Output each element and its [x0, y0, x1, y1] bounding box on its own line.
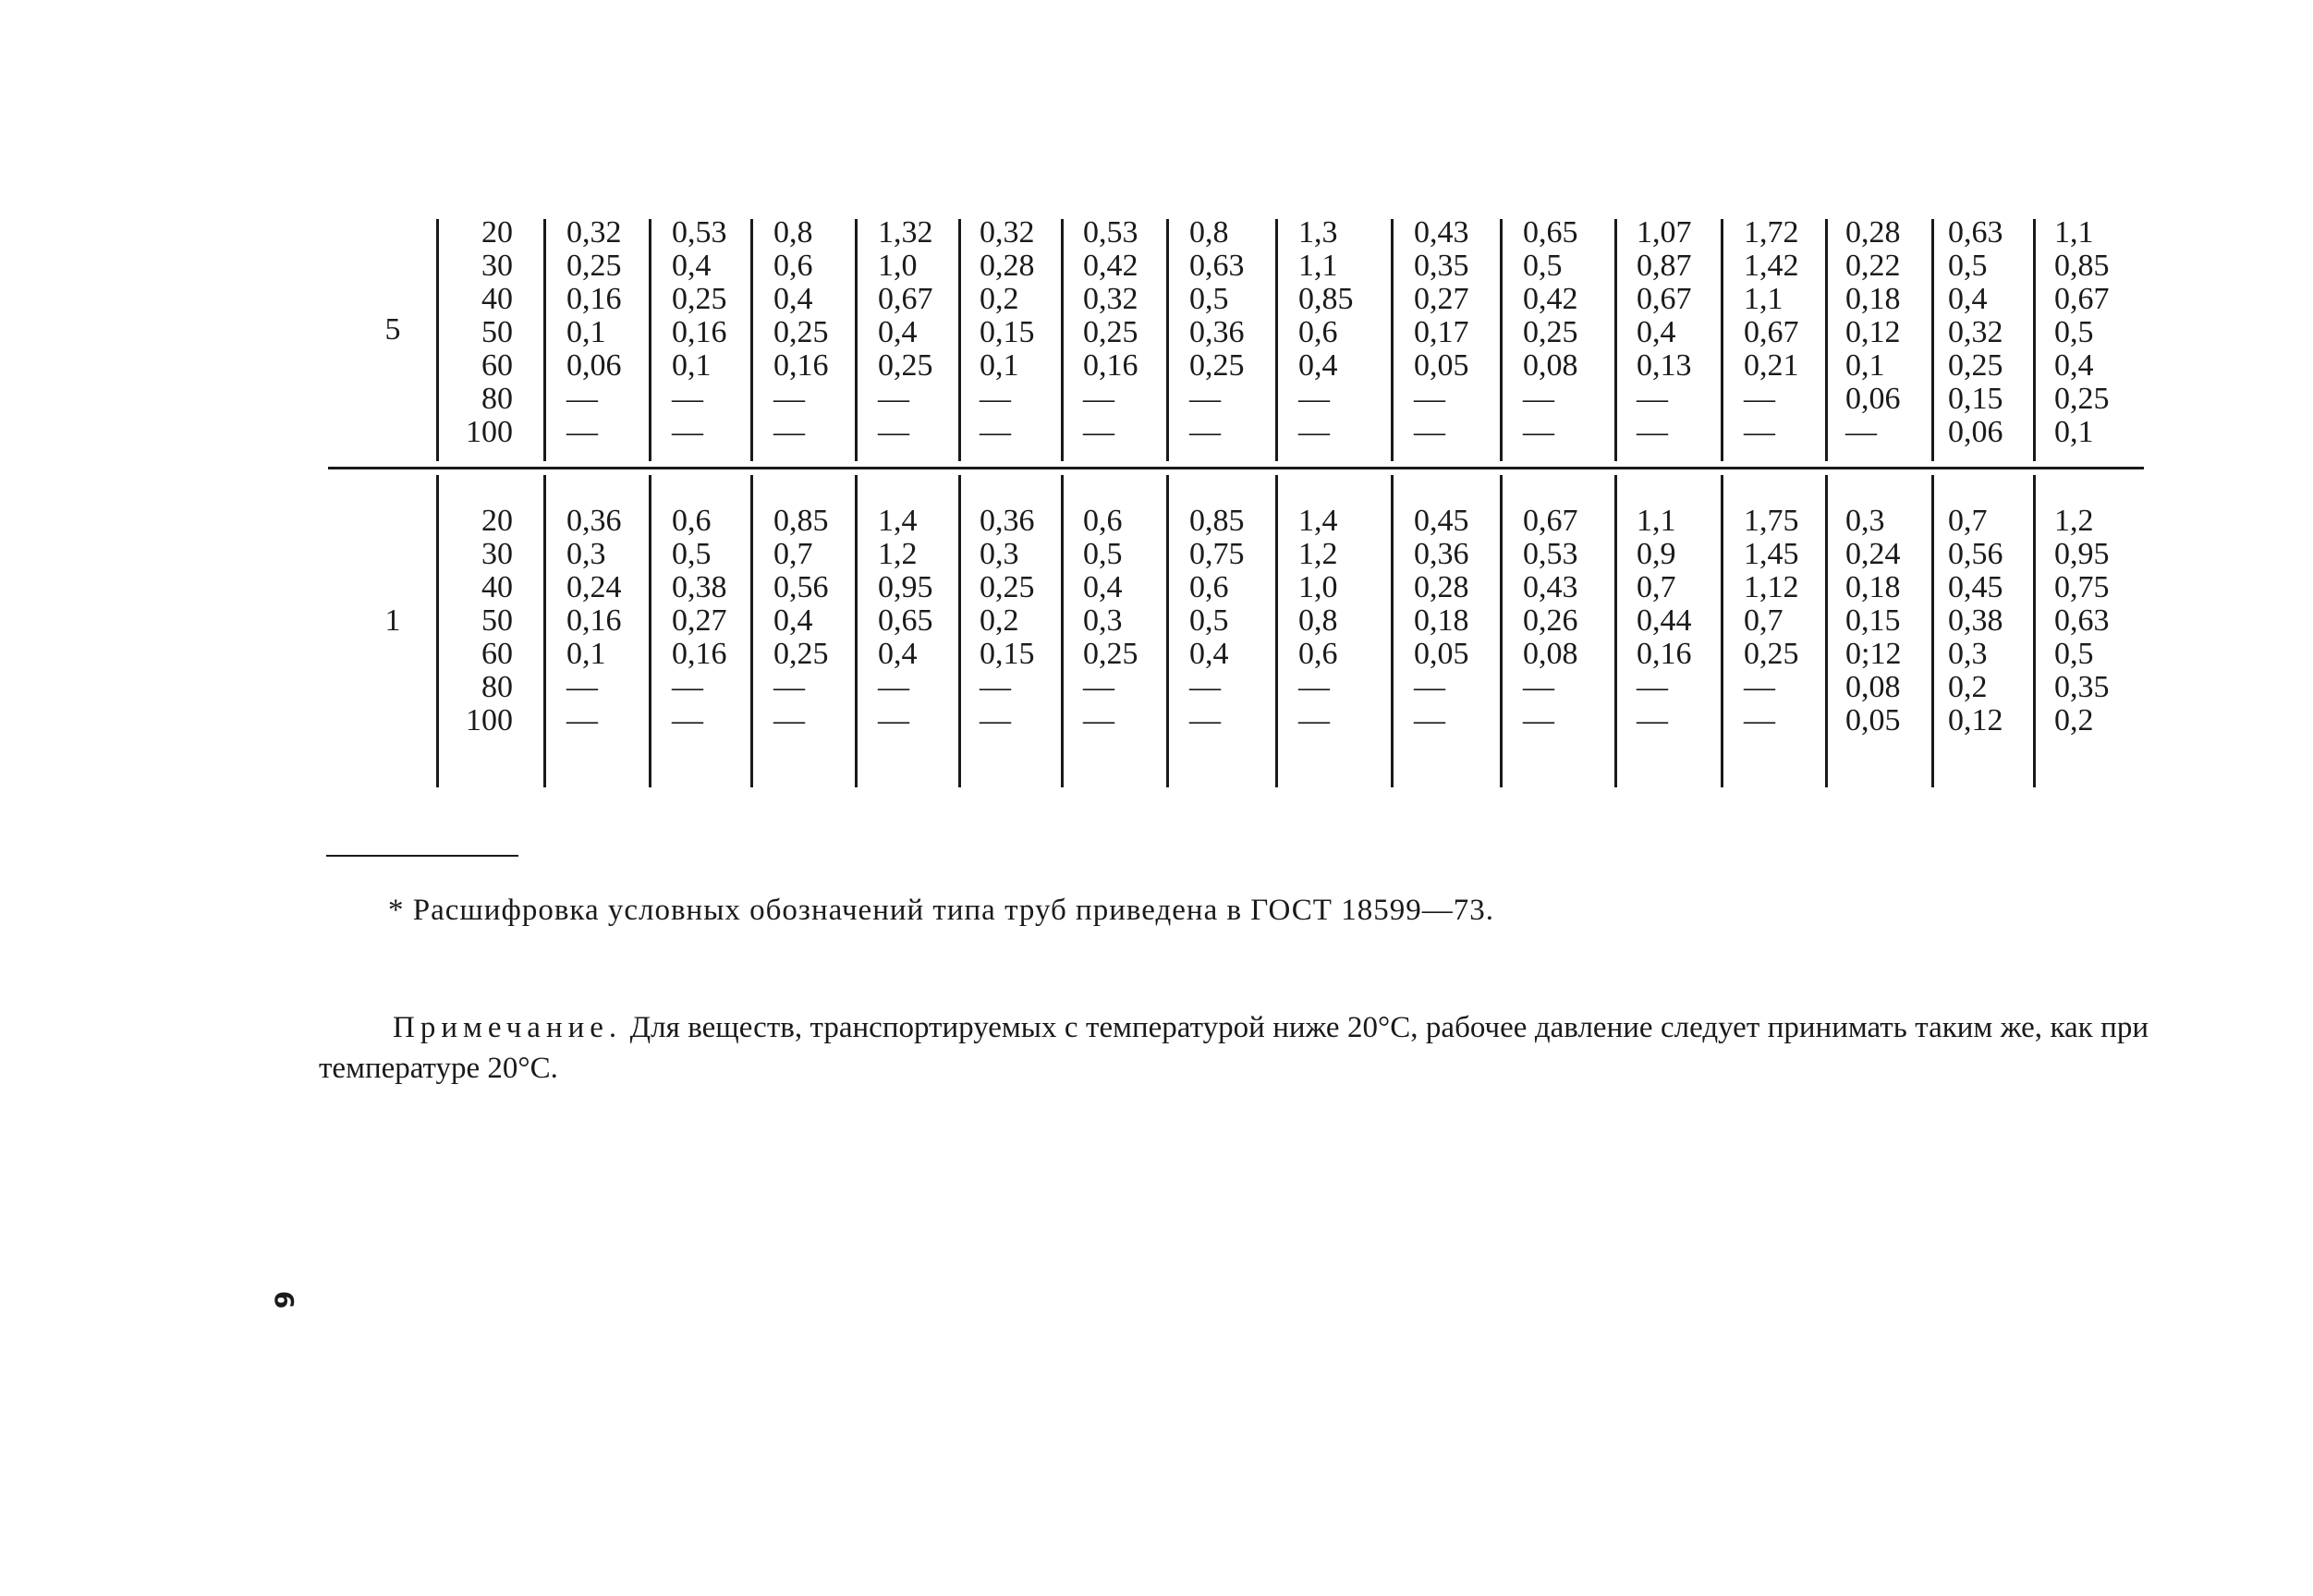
value-cell: 0,6 [1298, 637, 1338, 671]
value-cell: 0,67 [1637, 282, 1692, 316]
value-cell: 0,65 [1523, 215, 1578, 250]
value-cell: 0,5 [1948, 249, 1988, 283]
value-cell: 0,36 [566, 504, 622, 538]
value-cell: 0,4 [773, 282, 813, 316]
value-cell: 0,1 [1845, 348, 1885, 383]
value-cell: 0,4 [878, 637, 918, 671]
value-cell: 1,42 [1744, 249, 1799, 283]
value-cell: 0,3 [980, 537, 1019, 571]
value-cell: 0,16 [672, 315, 727, 349]
value-cell: — [1083, 415, 1114, 449]
value-cell: 0,2 [980, 282, 1019, 316]
value-cell: — [1414, 703, 1445, 737]
column-rule [1275, 475, 1278, 787]
value-column [1637, 505, 1692, 737]
value-cell: 0,6 [1298, 315, 1338, 349]
value-cell: 0,65 [878, 603, 933, 638]
column-rule [1500, 219, 1503, 461]
value-column [1744, 505, 1799, 737]
value-column [773, 216, 829, 449]
value-cell: — [878, 703, 909, 737]
value-cell: — [878, 382, 909, 416]
value-cell: 0,26 [1523, 603, 1578, 638]
value-cell: 0,4 [672, 249, 712, 283]
column-rule [1391, 219, 1394, 461]
value-cell: 0,17 [1414, 315, 1469, 349]
value-cell: — [980, 382, 1011, 416]
value-cell: 0,05 [1414, 637, 1469, 671]
value-cell: 0,16 [566, 282, 622, 316]
value-cell: — [1298, 703, 1330, 737]
value-cell: — [1523, 670, 1554, 704]
value-cell: 0,36 [1414, 537, 1469, 571]
note [319, 1007, 2149, 1089]
value-cell: 0,28 [980, 249, 1035, 283]
value-cell: 0,67 [878, 282, 933, 316]
value-cell: — [1298, 415, 1330, 449]
value-cell: — [1744, 703, 1775, 737]
value-cell: 1,1 [1637, 504, 1676, 538]
value-column [672, 505, 727, 737]
value-cell: — [773, 703, 805, 737]
value-column [773, 505, 829, 737]
value-cell: — [1083, 670, 1114, 704]
value-cell: — [566, 382, 598, 416]
value-cell: 0,25 [878, 348, 933, 383]
value-cell: 1,07 [1637, 215, 1692, 250]
value-cell: 0,15 [1845, 603, 1901, 638]
value-cell: — [773, 670, 805, 704]
value-cell: 0,05 [1414, 348, 1469, 383]
temperature-cell: 30 [481, 537, 513, 571]
value-cell: 1,45 [1744, 537, 1799, 571]
value-column [1083, 505, 1138, 737]
value-cell: — [1189, 703, 1221, 737]
column-rule [2033, 219, 2036, 461]
value-cell: 0,1 [980, 348, 1019, 383]
value-cell: — [1744, 415, 1775, 449]
value-column [980, 216, 1035, 449]
value-cell: 0,85 [1189, 504, 1245, 538]
value-column [878, 505, 933, 737]
value-cell: — [1523, 415, 1554, 449]
value-cell: 0,38 [672, 570, 727, 604]
footnote-rule [326, 855, 518, 857]
value-cell: — [566, 415, 598, 449]
column-rule [1721, 475, 1723, 787]
value-cell: 0,75 [1189, 537, 1245, 571]
value-column [1637, 216, 1692, 449]
value-cell: 0,5 [2054, 637, 2094, 671]
value-cell: — [672, 415, 703, 449]
column-rule [1931, 219, 1934, 461]
value-cell: 0,43 [1523, 570, 1578, 604]
value-cell: 0,85 [773, 504, 829, 538]
value-cell: 0,1 [2054, 415, 2094, 449]
value-cell: 0,5 [1083, 537, 1123, 571]
value-column [1523, 505, 1578, 737]
value-cell: — [1189, 670, 1221, 704]
value-cell: 0,44 [1637, 603, 1692, 638]
value-cell: — [672, 382, 703, 416]
value-cell: 0,8 [1189, 215, 1229, 250]
column-rule [1614, 219, 1617, 461]
value-cell: 1,2 [2054, 504, 2094, 538]
temperature-cell: 80 [481, 670, 513, 704]
value-cell: — [1298, 670, 1330, 704]
value-cell: 0,85 [1298, 282, 1354, 316]
temperature-cell: 50 [481, 315, 513, 349]
temperature-cell: 40 [481, 282, 513, 316]
value-cell: 0,67 [1523, 504, 1578, 538]
note-lead: Примечание. [393, 1011, 623, 1044]
value-cell: — [1845, 415, 1877, 449]
value-cell: 0,3 [1083, 603, 1123, 638]
value-cell: 1,3 [1298, 215, 1338, 250]
column-rule [958, 475, 961, 787]
value-cell: 0,35 [1414, 249, 1469, 283]
value-cell: 0,5 [1523, 249, 1563, 283]
column-rule [1825, 475, 1828, 787]
value-cell: — [566, 670, 598, 704]
value-cell: 0,2 [980, 603, 1019, 638]
value-cell: 0,06 [1948, 415, 2003, 449]
value-column [878, 216, 933, 449]
value-cell: — [1523, 703, 1554, 737]
column-rule [1275, 219, 1278, 461]
value-cell: 0,35 [2054, 670, 2110, 704]
value-column [1948, 505, 2003, 737]
column-rule [1061, 475, 1064, 787]
value-cell: 0,5 [2054, 315, 2094, 349]
value-cell: 0,1 [566, 315, 606, 349]
value-cell: 0,27 [1414, 282, 1469, 316]
value-cell: 0,56 [1948, 537, 2003, 571]
value-cell: — [1414, 382, 1445, 416]
value-cell: — [980, 670, 1011, 704]
value-cell: 0,63 [2054, 603, 2110, 638]
value-cell: 0,32 [1948, 315, 2003, 349]
value-cell: 0,32 [566, 215, 622, 250]
value-cell: 0,32 [980, 215, 1035, 250]
value-cell: 0,7 [1948, 504, 1988, 538]
value-cell: 0,4 [2054, 348, 2094, 383]
value-cell: 1,4 [878, 504, 918, 538]
value-column [1523, 216, 1578, 449]
value-column [672, 216, 727, 449]
value-cell: 0,25 [773, 315, 829, 349]
value-cell: 0,18 [1414, 603, 1469, 638]
value-cell: 0,6 [773, 249, 813, 283]
value-cell: 0,3 [1845, 504, 1885, 538]
column-rule [750, 219, 753, 461]
value-cell: 0,87 [1637, 249, 1692, 283]
value-cell: 1,1 [1298, 249, 1338, 283]
value-column [1744, 216, 1799, 449]
value-cell: 1,32 [878, 215, 933, 250]
value-cell: 0,2 [2054, 703, 2094, 737]
value-cell: 0,67 [1744, 315, 1799, 349]
value-cell: 0,08 [1523, 348, 1578, 383]
value-column [1948, 216, 2003, 449]
value-cell: 0,9 [1637, 537, 1676, 571]
column-rule [855, 219, 858, 461]
value-cell: 0,18 [1845, 282, 1901, 316]
value-cell: 1,1 [2054, 215, 2094, 250]
value-column [2054, 216, 2110, 449]
value-cell: 0,27 [672, 603, 727, 638]
value-column [1189, 505, 1245, 737]
value-cell: — [1744, 670, 1775, 704]
value-cell: 0,8 [1298, 603, 1338, 638]
value-cell: 0,7 [1637, 570, 1676, 604]
value-cell: 0,1 [566, 637, 606, 671]
value-cell: — [1414, 415, 1445, 449]
footnote: * Расшифровка условных обозначений типа труб приведена в ГОСТ 18599—73. [388, 894, 1494, 927]
value-cell: 0,06 [1845, 382, 1901, 416]
temperature-cell: 60 [481, 637, 513, 671]
value-cell: 0,25 [773, 637, 829, 671]
value-cell: 0,28 [1845, 215, 1901, 250]
value-cell: 0,36 [980, 504, 1035, 538]
value-cell: 0,6 [1083, 504, 1123, 538]
value-cell: — [1637, 382, 1668, 416]
value-cell: 0,3 [566, 537, 606, 571]
value-cell: 0,7 [773, 537, 813, 571]
column-rule [543, 219, 546, 461]
value-cell: 0,25 [566, 249, 622, 283]
value-cell: 0,53 [1523, 537, 1578, 571]
value-cell: — [878, 415, 909, 449]
value-column [1298, 505, 1338, 737]
value-cell: 0,08 [1523, 637, 1578, 671]
value-cell: 0,24 [566, 570, 622, 604]
value-cell: 0,05 [1845, 703, 1901, 737]
value-cell: 0,4 [878, 315, 918, 349]
value-cell: — [1298, 382, 1330, 416]
value-cell: 1,12 [1744, 570, 1799, 604]
value-cell: 0,15 [980, 315, 1035, 349]
value-cell: 0,42 [1083, 249, 1138, 283]
value-cell: 1,1 [1744, 282, 1783, 316]
value-cell: 0,16 [672, 637, 727, 671]
column-rule [1931, 475, 1934, 787]
value-column [1845, 505, 1901, 737]
value-cell: 0,16 [1083, 348, 1138, 383]
value-cell: 0,75 [2054, 570, 2110, 604]
value-column [1189, 216, 1245, 449]
temperature-cell: 100 [466, 415, 513, 449]
value-cell: 0,67 [2054, 282, 2110, 316]
value-cell: 0,38 [1948, 603, 2003, 638]
value-column [980, 505, 1035, 737]
column-rule [750, 475, 753, 787]
value-cell: 1,75 [1744, 504, 1799, 538]
value-cell: 0,22 [1845, 249, 1901, 283]
value-cell: 0,7 [1744, 603, 1783, 638]
value-cell: 0,25 [1083, 637, 1138, 671]
value-column [1414, 505, 1469, 737]
group-label: 5 [384, 312, 401, 347]
value-cell: 0,25 [1744, 637, 1799, 671]
value-cell: 1,0 [1298, 570, 1338, 604]
page-number: 6 [269, 1290, 300, 1310]
value-cell: 0,4 [1189, 637, 1229, 671]
column-rule [1166, 475, 1169, 787]
value-cell: 0,4 [1637, 315, 1676, 349]
column-rule [1500, 475, 1503, 787]
temperature-cell: 60 [481, 348, 513, 383]
column-rule [649, 475, 651, 787]
value-cell: 0,4 [1083, 570, 1123, 604]
value-cell: 0,5 [1189, 282, 1229, 316]
value-cell: 0,56 [773, 570, 829, 604]
column-rule [543, 475, 546, 787]
temperature-cell: 80 [481, 382, 513, 416]
value-cell: 0,15 [1948, 382, 2003, 416]
value-cell: 0,21 [1744, 348, 1799, 383]
value-cell: — [1083, 703, 1114, 737]
temperature-cell: 20 [481, 215, 513, 250]
value-cell: — [980, 415, 1011, 449]
value-cell: 0,3 [1948, 637, 1988, 671]
value-cell: — [773, 415, 805, 449]
value-column [1845, 216, 1901, 449]
value-cell: — [878, 670, 909, 704]
temperature-cell: 20 [481, 504, 513, 538]
value-cell: 0,16 [1637, 637, 1692, 671]
value-column [566, 505, 622, 737]
column-rule [1391, 475, 1394, 787]
value-cell: 0,42 [1523, 282, 1578, 316]
value-cell: 0,63 [1189, 249, 1245, 283]
value-cell: — [980, 703, 1011, 737]
value-cell: 0,45 [1414, 504, 1469, 538]
value-cell: 0,45 [1948, 570, 2003, 604]
value-cell: 0,16 [773, 348, 829, 383]
value-cell: 0,12 [1948, 703, 2003, 737]
column-rule [1614, 475, 1617, 787]
value-cell: 0,25 [1189, 348, 1245, 383]
value-cell: 0,4 [773, 603, 813, 638]
column-rule [855, 475, 858, 787]
value-cell: 0,25 [1523, 315, 1578, 349]
value-cell: 1,2 [878, 537, 918, 571]
value-cell: 0,25 [672, 282, 727, 316]
value-cell: 0,8 [773, 215, 813, 250]
value-cell: — [1189, 382, 1221, 416]
value-cell: 0,24 [1845, 537, 1901, 571]
value-cell: — [1637, 703, 1668, 737]
value-cell: — [566, 703, 598, 737]
note-text: Для веществ, транспортируемых с температурой ниже 20°С, рабочее давление следует принимать таким же, как при температуре 20°С. [319, 1011, 2149, 1085]
value-cell: 0,12 [1845, 315, 1901, 349]
value-cell: 0,25 [2054, 382, 2110, 416]
value-cell: — [672, 670, 703, 704]
column-rule [1721, 219, 1723, 461]
value-cell: 0,95 [2054, 537, 2110, 571]
column-rule [2033, 475, 2036, 787]
value-cell: 0,1 [672, 348, 712, 383]
value-cell: — [1637, 415, 1668, 449]
value-cell: 0,63 [1948, 215, 2003, 250]
value-cell: — [1414, 670, 1445, 704]
value-cell: 0,13 [1637, 348, 1692, 383]
value-cell: 0,6 [672, 504, 712, 538]
value-cell: 1,0 [878, 249, 918, 283]
value-cell: 0,28 [1414, 570, 1469, 604]
value-cell: 1,2 [1298, 537, 1338, 571]
value-column [2054, 505, 2110, 737]
value-cell: 0,36 [1189, 315, 1245, 349]
value-cell: 0,15 [980, 637, 1035, 671]
value-cell: 0,32 [1083, 282, 1138, 316]
value-cell: — [1083, 382, 1114, 416]
column-rule [1825, 219, 1828, 461]
value-cell: 0,4 [1298, 348, 1338, 383]
temperature-column [420, 216, 513, 449]
value-cell: 0,16 [566, 603, 622, 638]
value-cell: 0,25 [980, 570, 1035, 604]
value-cell: 1,4 [1298, 504, 1338, 538]
value-cell: 1,72 [1744, 215, 1799, 250]
value-cell: — [672, 703, 703, 737]
value-column [1414, 216, 1469, 449]
value-cell: 0,25 [1083, 315, 1138, 349]
value-cell: — [1744, 382, 1775, 416]
value-cell: 0,4 [1948, 282, 1988, 316]
group-separator [328, 467, 2144, 469]
value-cell: 0,06 [566, 348, 622, 383]
value-cell: 0,6 [1189, 570, 1229, 604]
value-cell: 0,5 [1189, 603, 1229, 638]
value-cell: 0;12 [1845, 637, 1902, 671]
group-label: 1 [384, 603, 401, 638]
temperature-cell: 100 [466, 703, 513, 737]
value-cell: — [1637, 670, 1668, 704]
value-cell: 0,18 [1845, 570, 1901, 604]
value-cell: — [1189, 415, 1221, 449]
value-column [1083, 216, 1138, 449]
temperature-cell: 30 [481, 249, 513, 283]
column-rule [958, 219, 961, 461]
value-cell: 0,25 [1948, 348, 2003, 383]
value-cell: 0,85 [2054, 249, 2110, 283]
value-column [1298, 216, 1354, 449]
temperature-column [420, 505, 513, 737]
value-cell: 0,2 [1948, 670, 1988, 704]
temperature-cell: 40 [481, 570, 513, 604]
value-cell: 0,43 [1414, 215, 1469, 250]
column-rule [649, 219, 651, 461]
value-cell: 0,53 [1083, 215, 1138, 250]
column-rule [1061, 219, 1064, 461]
value-cell: 0,5 [672, 537, 712, 571]
value-cell: 0,53 [672, 215, 727, 250]
value-cell: 0,08 [1845, 670, 1901, 704]
value-column [566, 216, 622, 449]
temperature-cell: 50 [481, 603, 513, 638]
value-cell: — [773, 382, 805, 416]
column-rule [1166, 219, 1169, 461]
value-cell: 0,95 [878, 570, 933, 604]
value-cell: — [1523, 382, 1554, 416]
